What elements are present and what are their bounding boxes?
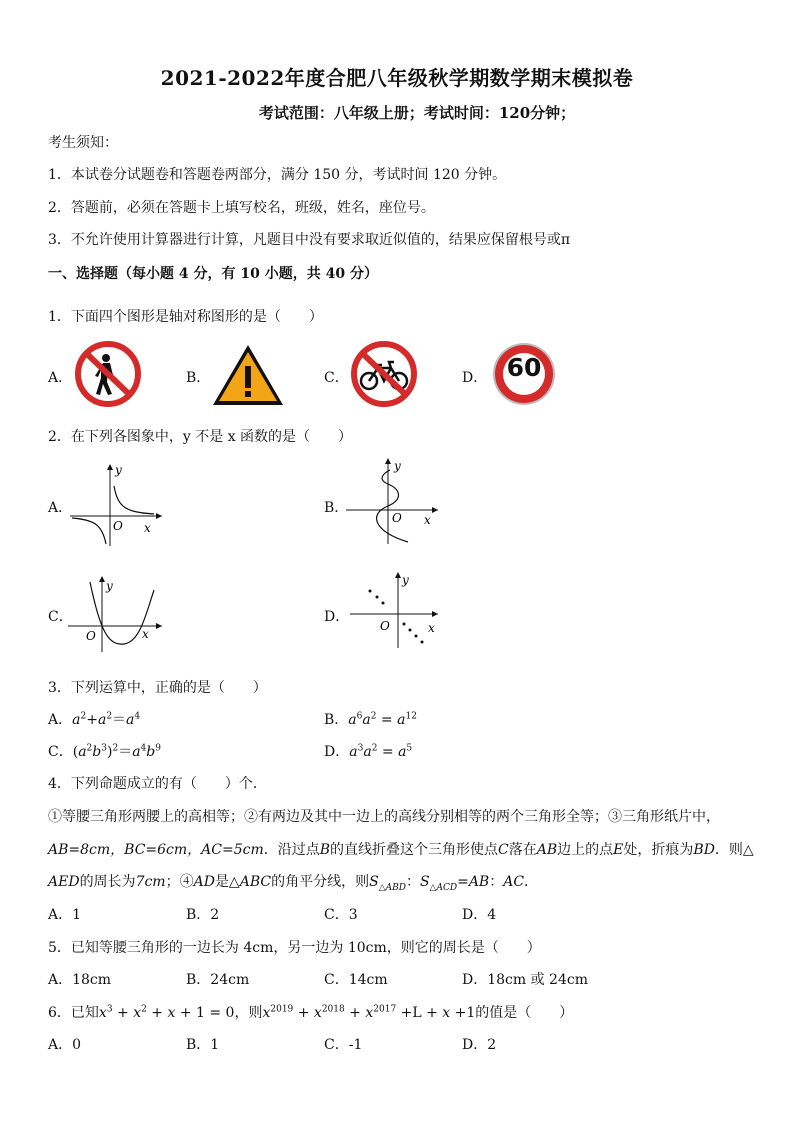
no-bicycle-sign-icon — [347, 340, 421, 408]
graph-b-s-curve — [344, 456, 444, 548]
q1-label-c: C． — [324, 370, 349, 386]
graph-b-y-label: y — [394, 459, 401, 473]
q1-stem: 1．下面四个图形是轴对称图形的是（ ） — [48, 309, 323, 325]
graph-c-x-label: x — [142, 627, 149, 641]
q4-option-b: B．2 — [186, 907, 220, 923]
q5-option-a: A．18cm — [48, 972, 112, 988]
exam-subtitle: 考试范围：八年级上册；考试时间：120分钟； — [258, 104, 576, 122]
q2-label-b: B． — [324, 500, 349, 516]
q6-option-c: C．-1 — [324, 1037, 363, 1053]
q1-label-b: B． — [186, 370, 211, 386]
q2-label-c: C． — [48, 609, 73, 625]
q4-option-c: C．3 — [324, 907, 358, 923]
q2-label-a: A． — [48, 500, 73, 516]
section-heading: 一、选择题（每小题 4 分，有 10 小题，共 40 分） — [48, 266, 378, 282]
q3-option-c: C．$(a^2b^3)^2=a^4b^9$ — [48, 743, 161, 760]
q2-stem: 2．在下列各图象中，y 不是 x 函数的是（ ） — [48, 429, 353, 445]
q6-stem: 6．已知$x^3 + x^2 + x + 1 = 0$，则$x^{2019} + x^{2018} + x^{2017} +L + x +1$的值是（ ） — [48, 1004, 574, 1021]
notice-item-3: 3．不允许使用计算器进行计算，凡题目中没有要求取近似值的，结果应保留根号或π — [48, 232, 571, 248]
graph-a-y-label: y — [115, 463, 122, 477]
q3-stem: 3．下列运算中，正确的是（ ） — [48, 680, 267, 696]
q5-option-d: D．18cm 或 24cm — [462, 972, 588, 988]
q4-line-3: AED的周长为7cm；④AD是△ABC的角平分线，则$S_{\triangle ABD}$：$S_{\triangle ACD}=AB$：AC． — [48, 874, 539, 893]
graph-a-hyperbola — [66, 460, 166, 550]
graph-b-x-label: x — [424, 513, 431, 527]
notice-item-1: 1．本试卷分试题卷和答题卷两部分，满分 150 分，考试时间 120 分钟。 — [48, 167, 507, 183]
page-title: 2021-2022年度合肥八年级秋学期数学期末模拟卷 — [160, 66, 634, 90]
q1-label-d: D． — [462, 370, 488, 386]
q3-option-a: A．$a^2+a^2=a^4$ — [48, 711, 141, 728]
q4-line-1: ①等腰三角形两腰上的高相等；②有两边及其中一边上的高线分别相等的两个三角形全等；③三角形纸片中， — [48, 809, 720, 825]
q6-option-a: A．0 — [48, 1037, 82, 1053]
q4-line-2: AB=8cm，BC=6cm，AC=5cm．沿过点B的直线折叠这个三角形使点C落在AB边上的点E处，折痕为BD．则△ — [48, 842, 754, 858]
q3-option-b: B．$a^6a^2 = a^{12}$ — [324, 711, 417, 728]
q5-option-c: C．14cm — [324, 972, 388, 988]
graph-d-x-label: x — [428, 621, 435, 635]
q2-label-d: D． — [324, 609, 350, 625]
q4-option-d: D．4 — [462, 907, 497, 923]
graph-b-origin: O — [392, 511, 402, 525]
graph-c-origin: O — [86, 629, 96, 643]
q4-option-a: A．1 — [48, 907, 82, 923]
graph-d-y-label: y — [402, 573, 409, 587]
notice-heading: 考生须知： — [48, 135, 118, 151]
q5-stem: 5．已知等腰三角形的一边长为 4cm，另一边为 10cm，则它的周长是（ ） — [48, 940, 541, 956]
graph-c-parabola — [66, 574, 166, 654]
graph-a-x-label: x — [144, 521, 151, 535]
q4-stem: 4．下列命题成立的有（ ）个． — [48, 776, 267, 792]
graph-d-origin: O — [380, 619, 390, 633]
no-pedestrian-sign-icon — [72, 340, 144, 408]
q5-option-b: B．24cm — [186, 972, 250, 988]
graph-a-origin: O — [113, 519, 123, 533]
q6-option-d: D．2 — [462, 1037, 497, 1053]
graph-d-scatter — [346, 570, 442, 652]
notice-item-2: 2．答题前，必须在答题卡上填写校名，班级，姓名，座位号。 — [48, 200, 435, 216]
graph-c-y-label: y — [106, 579, 113, 593]
q1-label-a: A． — [48, 370, 73, 386]
warning-sign-icon — [210, 342, 286, 408]
q3-option-d: D．$a^3a^2 = a^5$ — [324, 743, 413, 760]
speed-limit-value: 60 — [506, 353, 542, 382]
q6-option-b: B．1 — [186, 1037, 220, 1053]
